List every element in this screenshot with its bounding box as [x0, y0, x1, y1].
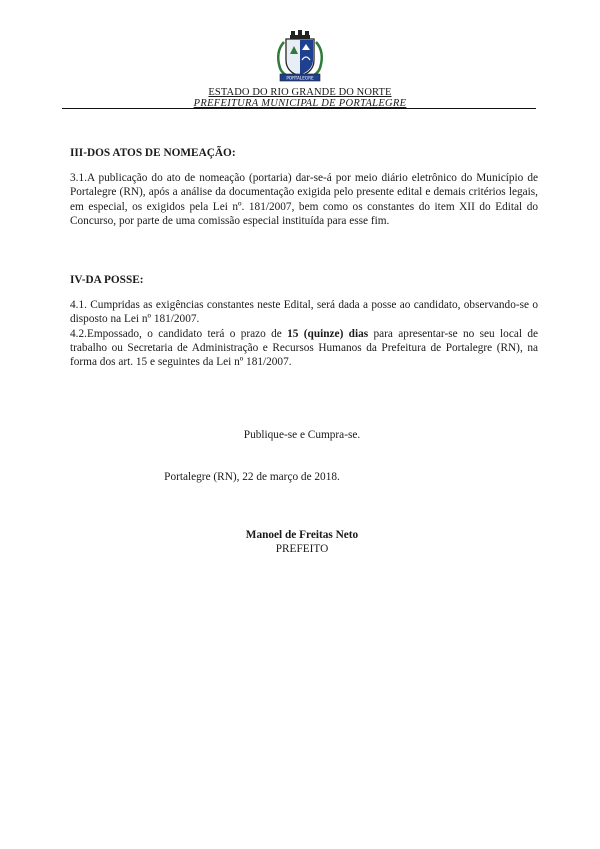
paragraph-3-1: 3.1.A publicação do ato de nomeação (portaria) dar-se-á por meio diário eletrônico do Município de Portalegre (RN), após a análise da documentação exigida pelo presente edital e demais critérios legais, em especial, os exigidos pela Lei nº. 181/2007, bem como os constantes do item XII do Edital do Concurso, por parte de uma comissão especial instituída para esse fim. — [70, 172, 538, 227]
signer-name: Manoel de Freitas Neto — [245, 529, 359, 541]
date-line: Portalegre (RN), 22 de março de 2018. — [164, 471, 340, 483]
publication-order: Publique-se e Cumpra-se. — [243, 429, 361, 441]
document-body — [70, 146, 538, 369]
paragraph-4-2 — [70, 327, 538, 370]
paragraph-4-2-end: para apresentar-se no seu local de trabalho ou Secretaria de Administração e Recursos Humanos da Prefeitura de Portalegre (RN), na forma dos art. 15 e seguintes da Lei nº 181/2007. — [70, 327, 538, 369]
state-name: ESTADO DO RIO GRANDE DO NORTE — [208, 87, 392, 98]
section-title-nomeacao: III-DOS ATOS DE NOMEAÇÃO: — [70, 147, 236, 159]
crest-banner-text: PORTALEGRE — [286, 75, 314, 81]
prefeitura-name: PREFEITURA MUNICIPAL DE PORTALEGRE — [193, 98, 407, 109]
municipal-crest-icon — [264, 30, 336, 82]
letterhead — [64, 30, 536, 109]
deadline-emphasis: 15 (quinze) dias — [287, 327, 369, 340]
section-title-posse: IV-DA POSSE: — [70, 274, 144, 287]
header-divider — [62, 108, 536, 109]
paragraph-4-1: 4.1. Cumpridas as exigências constantes neste Edital, será dada a posse ao candidato, observando-se o disposto na Lei nº 181/2007. — [70, 299, 538, 326]
signer-role: PREFEITO — [275, 543, 329, 555]
paragraph-4-2-start: 4.2.Empossado, o candidato terá o prazo de — [70, 327, 288, 340]
